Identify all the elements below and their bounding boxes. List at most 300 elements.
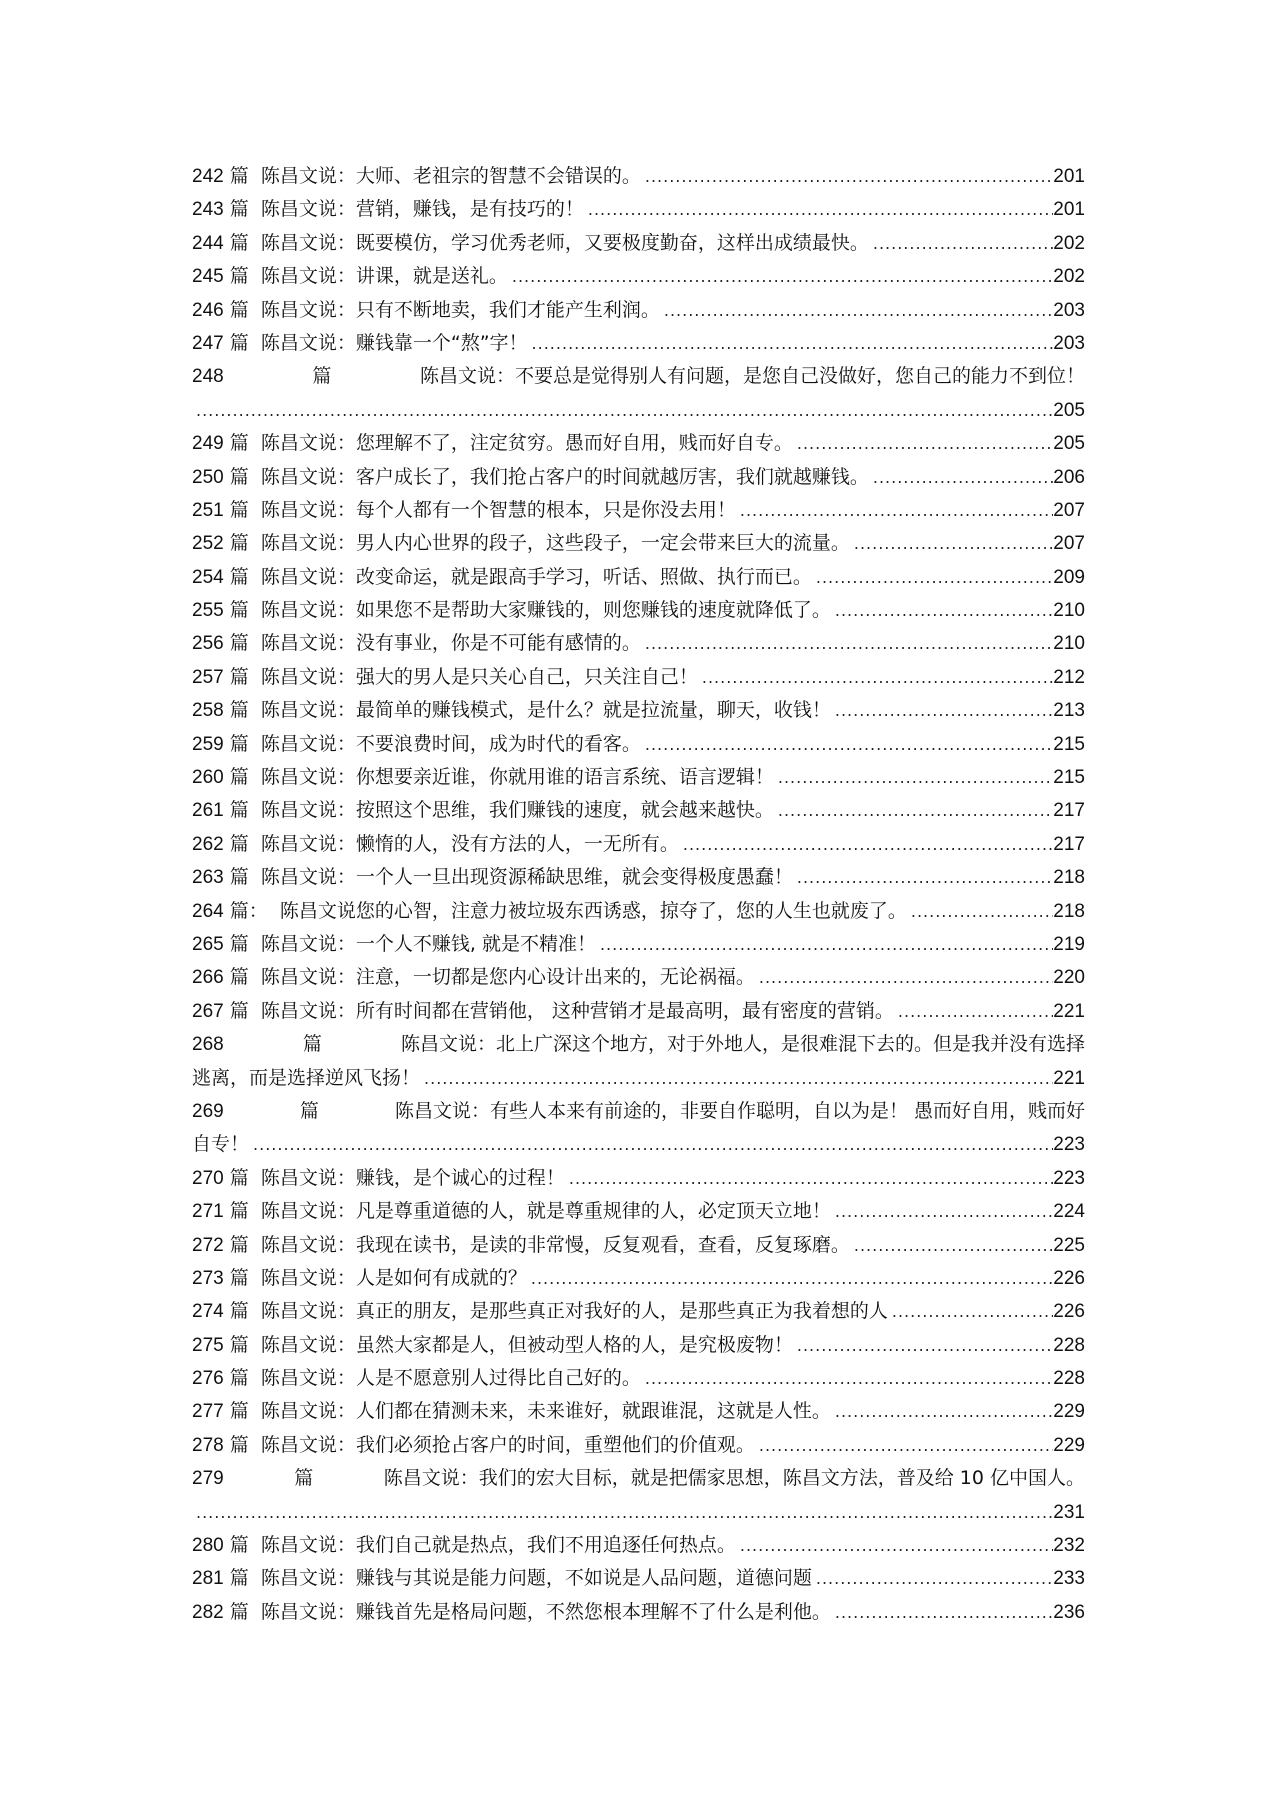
dot-leader: [683, 828, 1053, 861]
dot-leader: [835, 594, 1053, 627]
page-number: 207: [1053, 533, 1085, 555]
entry-number: 242: [192, 166, 224, 187]
toc-entry-line: [192, 1028, 1085, 1061]
toc-entry-heading: [192, 694, 831, 727]
entry-mark: 篇: [229, 298, 249, 321]
entry-mark: 篇: [229, 999, 249, 1022]
toc-entry[interactable]: [192, 594, 1085, 627]
entry-title: 陈昌文说：一个人不赚钱, 就是不精准！: [260, 932, 596, 955]
toc-entry[interactable]: [192, 360, 1085, 427]
entry-mark: 篇: [229, 1567, 249, 1590]
entry-title: 陈昌文说：人是不愿意别人过得比自己好的。: [260, 1367, 641, 1390]
toc-entry-line: [192, 327, 1085, 360]
entry-mark: 篇: [229, 832, 249, 855]
toc-entry-line: [192, 794, 1085, 827]
page-number: 203: [1053, 299, 1085, 321]
toc-entry-heading: [192, 861, 793, 894]
dot-leader: [816, 561, 1053, 594]
toc-entry-line: [192, 1162, 1085, 1195]
page-number: 205: [1053, 433, 1085, 455]
dot-leader: [531, 1262, 1053, 1295]
entry-title: 陈昌文说：大师、老祖宗的智慧不会错误的。: [260, 165, 641, 187]
page-number: 203: [1053, 332, 1085, 354]
toc-entry[interactable]: [192, 694, 1085, 727]
page-number: 226: [1053, 1301, 1085, 1323]
entry-title: 陈昌文说：营销，赚钱，是有技巧的！: [260, 198, 584, 221]
entry-number: 271: [192, 1201, 224, 1223]
toc-entry[interactable]: [192, 1195, 1085, 1228]
entry-number: 278: [192, 1434, 224, 1456]
entry-title: 陈昌文说：赚钱与其说是能力问题，不如说是人品问题，道德问题: [260, 1567, 812, 1590]
toc-entry-heading: [192, 260, 508, 293]
entry-number: 243: [192, 199, 224, 221]
entry-number: 245: [192, 266, 224, 288]
entry-mark: 篇: [229, 1400, 249, 1423]
entry-number: 262: [192, 833, 224, 855]
toc-entry-heading: [192, 761, 774, 794]
page-number: 210: [1053, 633, 1085, 655]
dot-leader: [816, 1562, 1053, 1595]
toc-entry-line: [192, 461, 1085, 494]
entry-title: 陈昌文说：人们都在猜测未来，未来谁好，就跟谁混，这就是人性。: [260, 1400, 831, 1423]
entry-number: 274: [192, 1301, 224, 1323]
entry-mark: 篇: [229, 565, 249, 588]
page-number: 202: [1053, 232, 1085, 254]
toc-entry[interactable]: [192, 193, 1085, 226]
entry-title: 陈昌文说：讲课，就是送礼。: [260, 265, 508, 288]
entry-mark: 篇: [229, 1534, 249, 1557]
entry-mark: 篇：: [229, 899, 268, 922]
dot-leader: [911, 895, 1053, 928]
dot-leader: [645, 627, 1053, 660]
toc-entry-heading: [192, 294, 660, 327]
toc-entry-heading: [192, 1262, 527, 1295]
entry-number: 258: [192, 700, 224, 722]
dot-leader: [835, 1395, 1053, 1428]
toc-entry[interactable]: [192, 828, 1085, 861]
entry-number: 255: [192, 600, 224, 622]
page-number: 225: [1053, 1234, 1085, 1256]
entry-title: 陈昌文说：人是如何有成就的？: [260, 1266, 527, 1289]
toc-entry[interactable]: [192, 761, 1085, 794]
dot-leader: [600, 928, 1053, 961]
toc-entry-line: [192, 227, 1085, 260]
entry-mark: 篇: [229, 599, 249, 622]
toc-entry-line: [192, 1596, 1085, 1629]
entry-number: 261: [192, 800, 224, 822]
toc-entry[interactable]: [192, 1562, 1085, 1595]
entry-mark: 篇: [229, 1233, 249, 1256]
dot-leader: [797, 1329, 1053, 1362]
toc-entry-heading: [192, 1329, 793, 1362]
toc-entry-line: [192, 1329, 1085, 1362]
entry-number: 248: [192, 366, 224, 388]
entry-number: 273: [192, 1267, 224, 1289]
dot-leader: [740, 1529, 1053, 1562]
entry-mark: 篇: [229, 665, 249, 688]
toc-entry[interactable]: [192, 1262, 1085, 1295]
toc-entry[interactable]: [192, 1162, 1085, 1195]
page-number: 224: [1053, 1201, 1085, 1223]
toc-entry-heading: [192, 1562, 812, 1595]
dot-leader: [645, 1362, 1053, 1395]
toc-entry-line: [192, 1462, 1085, 1495]
entry-mark: 篇: [229, 1166, 249, 1189]
dot-leader: [645, 160, 1053, 193]
dot-leader: [873, 227, 1053, 260]
toc-entry[interactable]: [192, 1529, 1085, 1562]
toc-entry-heading: [192, 1596, 831, 1629]
toc-entry-heading: [192, 794, 774, 827]
dot-leader: [759, 1429, 1053, 1462]
toc-entry[interactable]: [192, 1596, 1085, 1629]
dot-leader: [702, 661, 1053, 694]
entry-title-continued: 逃离，而是选择逆风飞扬！: [192, 1066, 421, 1089]
dot-leader: [892, 1295, 1053, 1328]
toc-entry[interactable]: [192, 961, 1085, 994]
table-of-contents: [192, 160, 1085, 1629]
entry-number: 244: [192, 232, 224, 254]
entry-title: 陈昌文说：没有事业，你是不可能有感情的。: [260, 632, 641, 655]
page-number: 223: [1053, 1134, 1085, 1156]
toc-entry-line: [192, 694, 1085, 727]
toc-entry-line: [192, 861, 1085, 894]
toc-entry-heading: [192, 1395, 831, 1428]
toc-entry[interactable]: [192, 1429, 1085, 1462]
dot-leader: [854, 527, 1053, 560]
page-number: 220: [1053, 967, 1085, 989]
toc-entry-heading: [192, 527, 850, 560]
page-number: 226: [1053, 1267, 1085, 1289]
page-number: 206: [1053, 466, 1085, 488]
toc-entry-line: [192, 828, 1085, 861]
toc-entry-heading: [192, 928, 596, 961]
dot-leader: [797, 427, 1053, 460]
entry-mark: 篇: [229, 966, 249, 989]
entry-number: 246: [192, 299, 224, 321]
page-number: 215: [1053, 733, 1085, 755]
page-number: 215: [1053, 767, 1085, 789]
entry-number: 281: [192, 1568, 224, 1590]
entry-number: 276: [192, 1368, 224, 1390]
toc-entry[interactable]: [192, 561, 1085, 594]
entry-title: 陈昌文说：强大的男人是只关心自己，只关注自己！: [260, 665, 698, 688]
entry-title: 陈昌文说您的心智，注意力被垃圾东西诱惑，掠夺了，您的人生也就废了。: [279, 899, 907, 922]
toc-entry[interactable]: [192, 461, 1085, 494]
toc-entry-line: [192, 1229, 1085, 1262]
toc-entry-heading: [192, 427, 793, 460]
entry-mark: 篇: [299, 1099, 319, 1122]
toc-entry[interactable]: [192, 260, 1085, 293]
page-number: 207: [1053, 499, 1085, 521]
entry-title: 陈昌文说：所有时间都在营销他， 这种营销才是最高明，最有密度的营销。: [260, 999, 894, 1022]
page-number: 228: [1053, 1368, 1085, 1390]
toc-entry-line: [192, 1095, 1085, 1128]
toc-entry-line: [192, 995, 1085, 1028]
entry-title: 陈昌文说：北上广深这个地方，对于外地人，是很难混下去的。但是我并没有选择: [400, 1033, 1085, 1056]
entry-mark: 篇: [229, 699, 249, 722]
dot-leader: [898, 995, 1053, 1028]
toc-entry[interactable]: [192, 861, 1085, 894]
entry-title: 陈昌文说：既要模仿，学习优秀老师，又要极度勤奋，这样出成绩最快。: [260, 231, 869, 254]
toc-entry-heading: [192, 1195, 831, 1228]
toc-entry-heading: [192, 561, 812, 594]
toc-entry[interactable]: [192, 928, 1085, 961]
dot-leader: [778, 761, 1053, 794]
toc-entry-heading: [192, 1162, 565, 1195]
dot-leader: [873, 461, 1053, 494]
entry-number: 277: [192, 1401, 224, 1423]
toc-entry-line: [192, 260, 1085, 293]
toc-entry-heading: [192, 327, 528, 360]
entry-title-continued: 自专！: [192, 1133, 250, 1156]
entry-mark: 篇: [229, 1433, 249, 1456]
entry-mark: 篇: [294, 1467, 314, 1490]
toc-entry-line: [192, 561, 1085, 594]
entry-title: 陈昌文说：每个人都有一个智慧的根本，只是你没去用！: [260, 498, 736, 521]
entry-mark: 篇: [229, 498, 249, 521]
toc-entry[interactable]: [192, 895, 1085, 928]
page-number: 218: [1053, 867, 1085, 889]
entry-number: 249: [192, 433, 224, 455]
dot-leader: [512, 260, 1053, 293]
toc-entry-heading: [192, 193, 584, 226]
entry-mark: 篇: [229, 1600, 249, 1623]
entry-title: 陈昌文说：我们自己就是热点，我们不用追逐任何热点。: [260, 1534, 736, 1557]
dot-leader: [835, 1195, 1053, 1228]
entry-number: 266: [192, 967, 224, 989]
toc-entry-line: [192, 1062, 1085, 1095]
entry-number: 263: [192, 867, 224, 889]
dot-leader: [740, 494, 1053, 527]
entry-number: 279: [192, 1468, 224, 1490]
toc-entry-heading: [192, 995, 894, 1028]
toc-entry-heading: [192, 1429, 755, 1462]
entry-title: 陈昌文说：我们必须抢占客户的时间，重塑他们的价值观。: [260, 1433, 755, 1456]
dot-leader: [196, 1496, 1053, 1529]
entry-mark: 篇: [302, 1033, 322, 1056]
dot-leader: [835, 1596, 1053, 1629]
entry-title: 陈昌文说：赚钱靠一个“熬”字！: [260, 331, 528, 354]
toc-entry-heading: [192, 160, 641, 193]
toc-entry[interactable]: [192, 1229, 1085, 1262]
entry-number: 267: [192, 1000, 224, 1022]
toc-entry[interactable]: [192, 794, 1085, 827]
entry-mark: 篇: [229, 799, 249, 822]
toc-entry-line: [192, 494, 1085, 527]
dot-leader: [854, 1229, 1053, 1262]
toc-entry[interactable]: [192, 627, 1085, 660]
entry-title: 陈昌文说：赚钱，是个诚心的过程！: [260, 1166, 565, 1189]
toc-entry[interactable]: [192, 995, 1085, 1028]
entry-number: 259: [192, 733, 224, 755]
toc-entry-line: [192, 761, 1085, 794]
toc-entry-heading: [192, 961, 755, 994]
entry-title: 陈昌文说：如果您不是帮助大家赚钱的，则您赚钱的速度就降低了。: [260, 599, 831, 622]
entry-number: 251: [192, 499, 224, 521]
entry-mark: 篇: [229, 766, 249, 789]
entry-number: 252: [192, 533, 224, 555]
entry-number: 280: [192, 1535, 224, 1557]
entry-mark: 篇: [229, 632, 249, 655]
toc-entry-heading: [192, 627, 641, 660]
page-number: 212: [1053, 666, 1085, 688]
toc-entry-line: [192, 427, 1085, 460]
toc-entry-line: [192, 527, 1085, 560]
toc-entry-line: [192, 594, 1085, 627]
toc-entry-line: [192, 1195, 1085, 1228]
toc-entry-line: [192, 661, 1085, 694]
entry-title: 陈昌文说：凡是尊重道德的人，就是尊重规律的人，必定顶天立地！: [260, 1200, 831, 1223]
entry-title: 陈昌文说：赚钱首先是格局问题，不然您根本理解不了什么是利他。: [260, 1600, 831, 1623]
entry-mark: 篇: [229, 932, 249, 955]
toc-entry-line: [192, 1395, 1085, 1428]
entry-mark: 篇: [229, 1266, 249, 1289]
page-number: 221: [1053, 1000, 1085, 1022]
entry-title: 陈昌文说：按照这个思维，我们赚钱的速度，就会越来越快。: [260, 799, 774, 822]
entry-mark: 篇: [229, 432, 249, 455]
toc-entry-line: [192, 160, 1085, 193]
toc-entry-heading: [192, 728, 641, 761]
toc-entry-heading: [192, 1028, 1085, 1061]
toc-entry-line: [192, 928, 1085, 961]
entry-mark: 篇: [229, 231, 249, 254]
toc-entry-heading: [192, 1529, 736, 1562]
entry-mark: 篇: [229, 198, 249, 221]
page-number: 218: [1053, 900, 1085, 922]
toc-entry[interactable]: [192, 327, 1085, 360]
dot-leader: [645, 728, 1053, 761]
toc-entry-heading: [192, 1229, 850, 1262]
page-number: 201: [1053, 199, 1085, 221]
entry-title: 陈昌文说：不要浪费时间，成为时代的看客。: [260, 732, 641, 755]
toc-entry-heading: [192, 594, 831, 627]
toc-entry[interactable]: [192, 527, 1085, 560]
dot-leader: [569, 1162, 1053, 1195]
entry-number: 264: [192, 900, 224, 922]
page-number: 223: [1053, 1167, 1085, 1189]
entry-mark: 篇: [229, 866, 249, 889]
toc-entry-heading: [192, 360, 1085, 393]
entry-mark: 篇: [229, 165, 249, 187]
page-number: 213: [1053, 700, 1085, 722]
toc-entry-line: [192, 1362, 1085, 1395]
toc-entry-line: [192, 1262, 1085, 1295]
toc-entry[interactable]: [192, 661, 1085, 694]
entry-mark: 篇: [229, 1333, 249, 1356]
dot-leader: [797, 861, 1053, 894]
entry-title: 陈昌文说：懒惰的人，没有方法的人，一无所有。: [260, 832, 679, 855]
entry-mark: 篇: [229, 532, 249, 555]
toc-entry[interactable]: [192, 1395, 1085, 1428]
entry-number: 265: [192, 933, 224, 955]
entry-number: 256: [192, 633, 224, 655]
entry-title: 陈昌文说：你想要亲近谁，你就用谁的语言系统、语言逻辑！: [260, 766, 774, 789]
entry-title: 陈昌文说：不要总是觉得别人有问题，是您自己没做好，您自己的能力不到位！: [419, 365, 1085, 388]
toc-entry-line: [192, 193, 1085, 226]
toc-entry-line: [192, 1562, 1085, 1595]
page-number: 217: [1053, 833, 1085, 855]
entry-mark: 篇: [229, 1300, 249, 1323]
toc-entry-heading: [192, 828, 679, 861]
toc-entry-line: [192, 360, 1085, 393]
toc-entry-heading: [192, 227, 869, 260]
entry-number: 257: [192, 666, 224, 688]
page-number: 233: [1053, 1568, 1085, 1590]
page-number: 228: [1053, 1334, 1085, 1356]
entry-number: 269: [192, 1100, 224, 1122]
page-number: 209: [1053, 566, 1085, 588]
toc-entry[interactable]: [192, 427, 1085, 460]
toc-entry-line: [192, 1295, 1085, 1328]
page-number: 229: [1053, 1401, 1085, 1423]
page-number: 201: [1053, 166, 1085, 187]
toc-entry[interactable]: [192, 1329, 1085, 1362]
dot-leader: [588, 193, 1053, 226]
entry-title: 陈昌文说：您理解不了，注定贫穷。愚而好自用，贱而好自专。: [260, 432, 793, 455]
entry-number: 254: [192, 566, 224, 588]
toc-entry[interactable]: [192, 160, 1085, 193]
dot-leader: [664, 294, 1053, 327]
entry-number: 247: [192, 332, 224, 354]
entry-number: 282: [192, 1601, 224, 1623]
toc-entry[interactable]: [192, 1028, 1085, 1095]
dot-leader: [253, 1128, 1053, 1161]
toc-entry-line: [192, 1529, 1085, 1562]
entry-mark: 篇: [312, 365, 332, 388]
entry-title: 陈昌文说：真正的朋友，是那些真正对我好的人，是那些真正为我着想的人: [260, 1300, 888, 1323]
dot-leader: [835, 694, 1053, 727]
toc-entry[interactable]: [192, 494, 1085, 527]
page-number: 205: [1053, 399, 1085, 421]
dot-leader: [759, 961, 1053, 994]
dot-leader: [424, 1062, 1053, 1095]
entry-title: 陈昌文说：最简单的赚钱模式，是什么？就是拉流量，聊天，收钱！: [260, 699, 831, 722]
entry-mark: 篇: [229, 465, 249, 488]
toc-entry[interactable]: [192, 728, 1085, 761]
toc-entry-heading: [192, 661, 698, 694]
entry-title: 陈昌文说：我现在读书，是读的非常慢，反复观看，查看，反复琢磨。: [260, 1233, 850, 1256]
toc-entry-line: [192, 1496, 1085, 1529]
toc-entry[interactable]: [192, 1095, 1085, 1162]
toc-entry-line: [192, 394, 1085, 427]
toc-entry-line: [192, 1429, 1085, 1462]
dot-leader: [532, 327, 1054, 360]
entry-number: 272: [192, 1234, 224, 1256]
toc-entry-heading: [192, 461, 869, 494]
entry-title: 陈昌文说：注意，一切都是您内心设计出来的，无论祸福。: [260, 966, 755, 989]
toc-entry[interactable]: [192, 294, 1085, 327]
page-number: 229: [1053, 1434, 1085, 1456]
toc-entry[interactable]: [192, 1362, 1085, 1395]
toc-entry[interactable]: [192, 1295, 1085, 1328]
toc-entry-line: [192, 294, 1085, 327]
toc-entry[interactable]: [192, 227, 1085, 260]
entry-title: 陈昌文说：改变命运，就是跟高手学习，听话、照做、执行而已。: [260, 565, 812, 588]
entry-title: 陈昌文说：虽然大家都是人，但被动型人格的人，是究极废物！: [260, 1333, 793, 1356]
entry-title: 陈昌文说：我们的宏大目标，就是把儒家思想，陈昌文方法，普及给 10 亿中国人。: [383, 1467, 1085, 1490]
toc-entry-line: [192, 961, 1085, 994]
page-number: 232: [1053, 1535, 1085, 1557]
entry-title: 陈昌文说：男人内心世界的段子，这些段子，一定会带来巨大的流量。: [260, 532, 850, 555]
toc-entry-line: [192, 627, 1085, 660]
toc-entry-line: [192, 895, 1085, 928]
page-number: 236: [1053, 1601, 1085, 1623]
toc-entry-line: [192, 728, 1085, 761]
entry-number: 270: [192, 1167, 224, 1189]
toc-entry-heading: [192, 1095, 1085, 1128]
toc-entry[interactable]: [192, 1462, 1085, 1529]
